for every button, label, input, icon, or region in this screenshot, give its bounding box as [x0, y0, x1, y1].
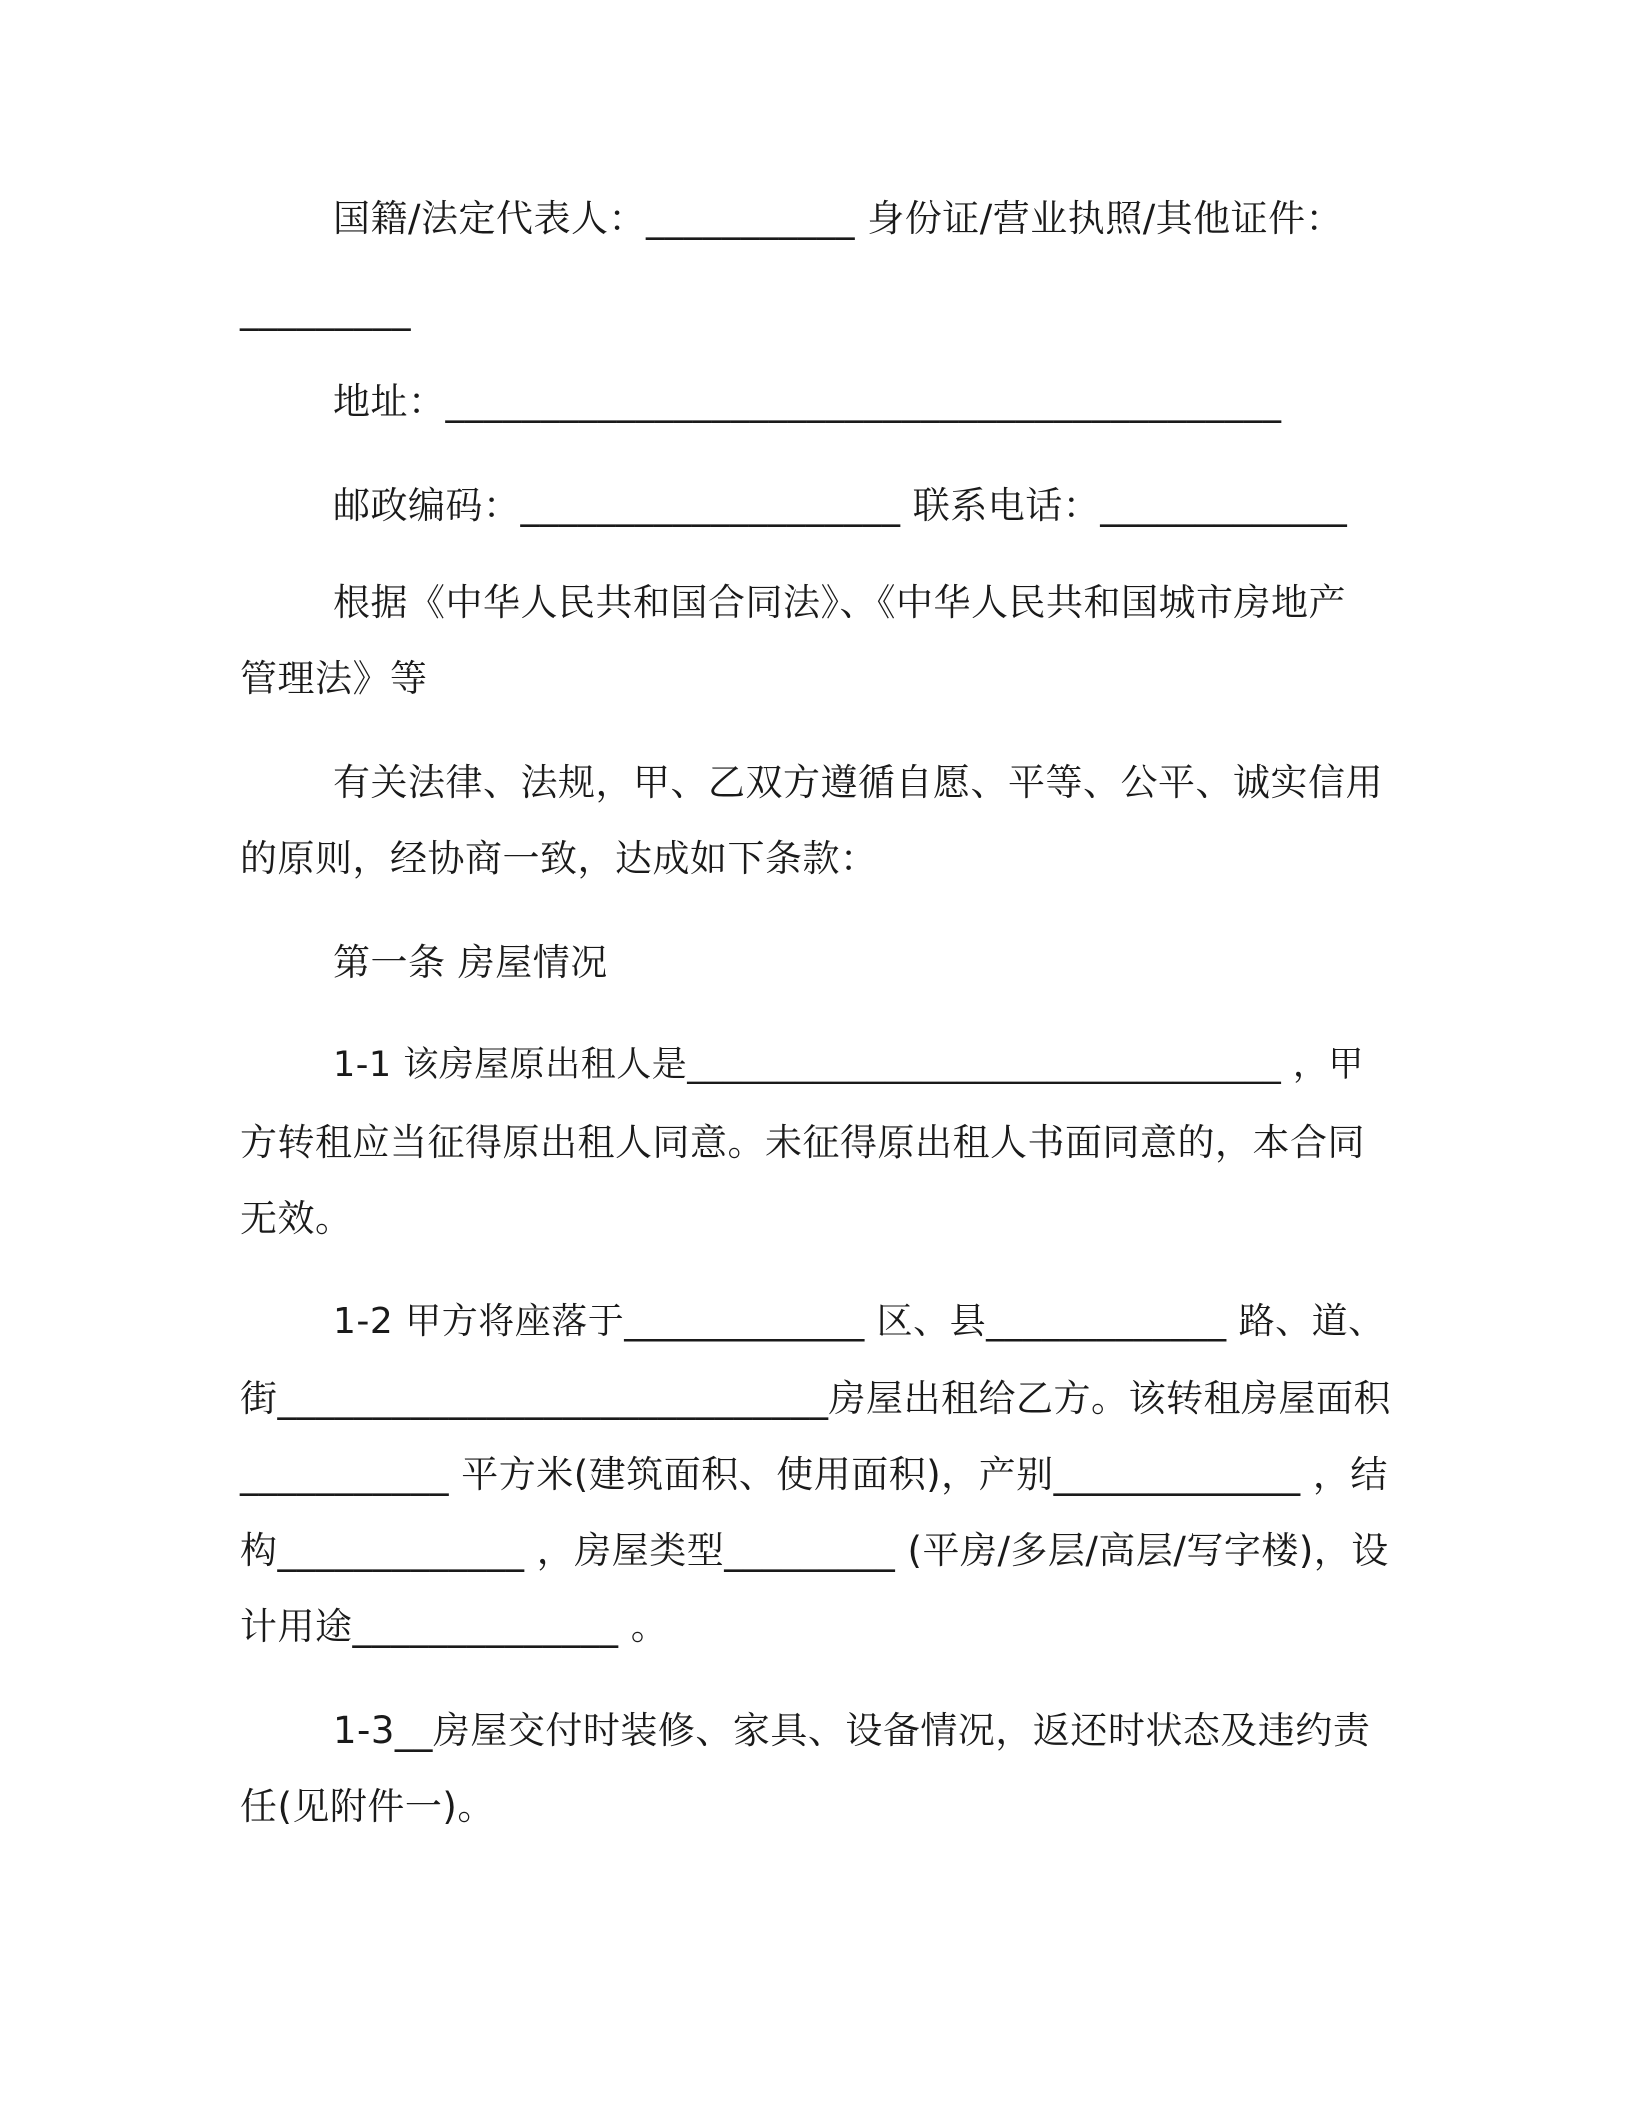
clause-1-2-line-5: 计用途______________ 。: [240, 1605, 669, 1648]
clause-1-2-line-1: 1-2 甲方将座落于_____________ 区、县_____________ 路、道、: [333, 1301, 1385, 1342]
clause-1-3-line-2: 任(见附件一)。: [240, 1785, 495, 1828]
clause-1-1-line-3: 无效。: [240, 1197, 353, 1240]
clause-1-1-line-2: 方转租应当征得原出租人同意。未征得原出租人书面同意的，本合同: [240, 1121, 1365, 1164]
principles-line-1: 有关法律、法规，甲、乙双方遵循自愿、平等、公平、诚实信用: [333, 761, 1383, 804]
address-line: 地址：____________________________________________: [333, 380, 1282, 423]
principles-line-2: 的原则，经协商一致，达成如下条款：: [240, 837, 878, 880]
legal-basis-line-1: 根据《中华人民共和国合同法》、《中华人民共和国城市房地产: [333, 581, 1346, 624]
id-continuation-line: _________: [240, 288, 411, 331]
clause-1-3-line-1: 1-3__房屋交付时装修、家具、设备情况，返还时状态及违约责: [333, 1709, 1371, 1752]
legal-basis-line-2: 管理法》等: [240, 657, 428, 700]
clause-1-2-line-2: 街_____________________________房屋出租给乙方。该转租房屋面积: [240, 1377, 1391, 1420]
postcode-phone-line: 邮政编码：____________________ 联系电话：_____________: [333, 484, 1348, 527]
article-1-heading: 第一条 房屋情况: [333, 941, 608, 984]
nationality-id-line: 国籍/法定代表人：___________ 身份证/营业执照/其他证件：: [333, 197, 1344, 240]
clause-1-2-line-3: ___________ 平方米(建筑面积、使用面积)，产别_____________ ，结: [240, 1453, 1388, 1496]
clause-1-1-line-1: 1-1 该房屋原出租人是_________________________________ ，甲: [333, 1045, 1364, 1085]
clause-1-2-line-4: 构_____________ ，房屋类型_________ (平房/多层/高层/写字楼)，设: [240, 1529, 1389, 1572]
